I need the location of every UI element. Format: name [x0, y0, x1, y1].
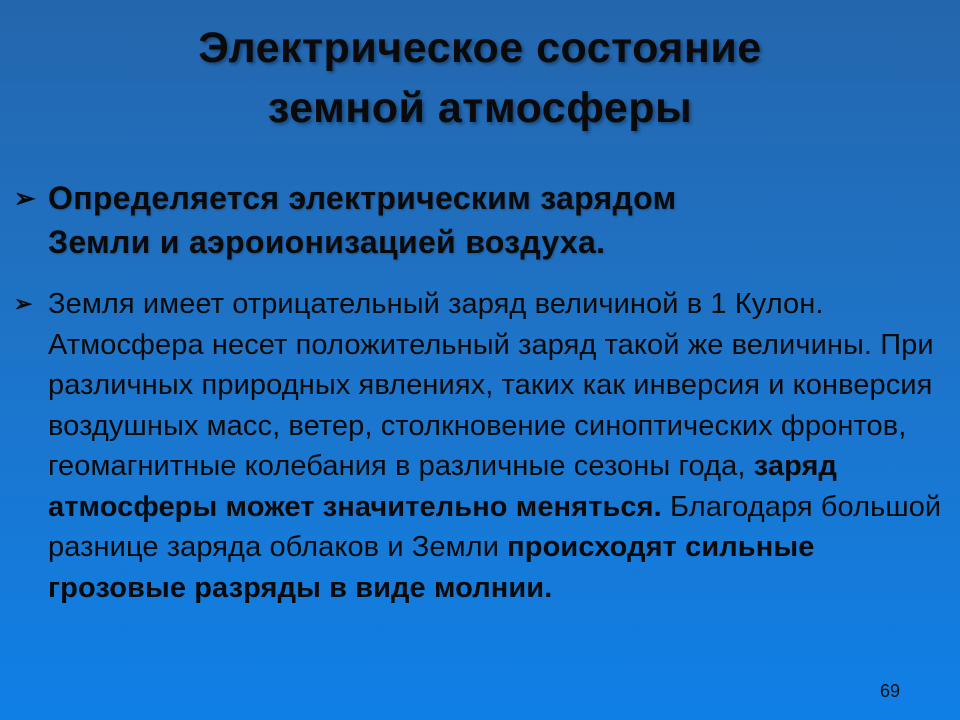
bullet-text-charge — [48, 284, 950, 608]
page-number: 69 — [879, 681, 900, 701]
arrow-bullet-icon: ➢ — [14, 291, 33, 316]
charge-text-bold-1: заряд атмосферы может значительно меняться. — [48, 450, 838, 523]
charge-text-part-2: Благодаря большой разнице заряда облаков и Земли — [48, 490, 942, 563]
bullet-line-2: Земли и аэроионизацией воздуха. — [48, 224, 606, 260]
title-line-2: земной атмосферы — [267, 84, 693, 132]
title-line-1: Электрическое состояние — [198, 24, 762, 72]
charge-text-part-1: Земля имеет отрицательный заряд величиной в 1 Кулон. Атмосфера несет положительный заряд такой же величины. При различных природных явлениях, таких как инверсия и конверсия воздушных масс, ветер, столкновение синоптических фронтов, геомагнитные колебания в различные сезоны года, — [48, 288, 934, 482]
bullet-item-definition — [14, 176, 950, 264]
bullet-line-1: Определяется электрическим зарядом — [48, 180, 677, 216]
slide-title — [0, 18, 960, 138]
bullet-item-charge — [14, 284, 950, 608]
charge-text-bold-2: происходят сильные грозовые разряды в виде молнии. — [48, 531, 815, 604]
bullet-list — [14, 176, 950, 608]
arrow-bullet-icon: ➢ — [14, 183, 36, 213]
bullet-text-definition — [48, 176, 677, 264]
